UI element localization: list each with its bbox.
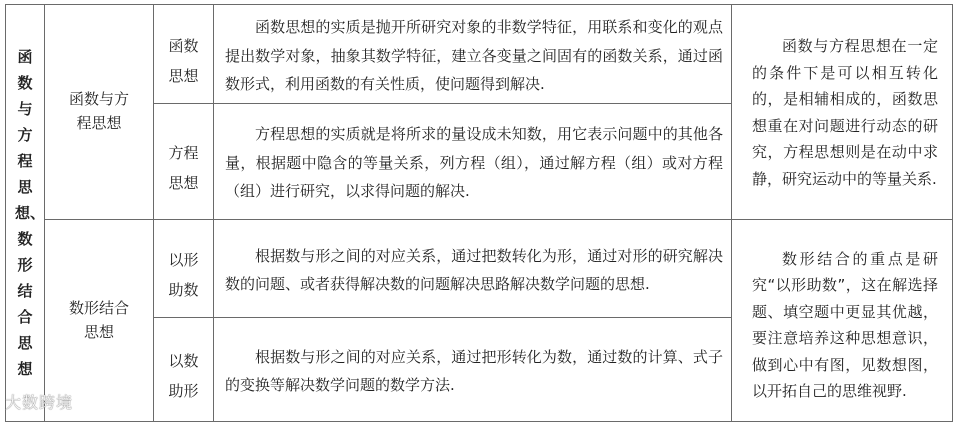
category-label: 数形结合思想	[68, 298, 129, 341]
note-cell-function-equation	[732, 5, 953, 220]
note-text: 函数与方程思想在一定的条件下是可以相互转化的，是相辅相成的，函数思想重在对问题进行动态的研究，方程思想则是在动中求静，研究运动中的等量关系.	[752, 37, 938, 188]
sub-label: 以数助形	[168, 352, 199, 400]
main-heading-cell	[6, 5, 45, 422]
note-cell-number-shape	[732, 219, 953, 421]
description-cell	[214, 103, 732, 219]
math-thinking-table	[5, 4, 953, 422]
main-heading: 函数与方程思想、数形结合思想	[15, 47, 46, 378]
sub-label: 以形助数	[168, 251, 199, 299]
sub-label: 方程思想	[168, 144, 199, 192]
description-text: 根据数与形之间的对应关系，通过把数转化为形，通过对形的研究解决数的问题、或者获得解决数的问题解决思路解决数学问题的思想.	[225, 246, 723, 293]
description-text: 方程思想的实质就是将所求的量设成未知数，用它表示问题中的其他各量，根据题中隐含的等量关系，列方程（组），通过解方程（组）或对方程（组）进行研究，以求得问题的解决.	[225, 125, 723, 201]
watermark: 大数跨境	[5, 393, 74, 412]
description-text: 函数思想的实质是抛开所研究对象的非数学特征，用联系和变化的观点提出数学对象，抽象其数学特征，建立各变量之间固有的函数关系，通过函数形式，利用函数的有关性质，使问题得到解决.	[225, 18, 723, 93]
sub-cell-shape-aids-number	[154, 219, 214, 317]
description-text: 根据数与形之间的对应关系，通过把形转化为数，通过数的计算、式子的变换等解决数学问题的数学方法.	[225, 347, 723, 394]
category-cell-function-equation	[45, 5, 154, 220]
sub-cell-function-thinking	[154, 5, 214, 104]
category-label: 函数与方程思想	[68, 90, 129, 133]
note-text: 数形结合的重点是研究“以形助数”，这在解选择题、填空题中更显其优越，要注意培养这种思想意识，做到心中有图，见数想图，以开拓自己的思维视野.	[752, 249, 938, 400]
description-cell	[214, 219, 732, 317]
description-cell	[214, 5, 732, 104]
sub-label: 函数思想	[168, 36, 199, 85]
sub-cell-number-aids-shape	[154, 317, 214, 421]
sub-cell-equation-thinking	[154, 103, 214, 219]
description-cell	[214, 317, 732, 421]
